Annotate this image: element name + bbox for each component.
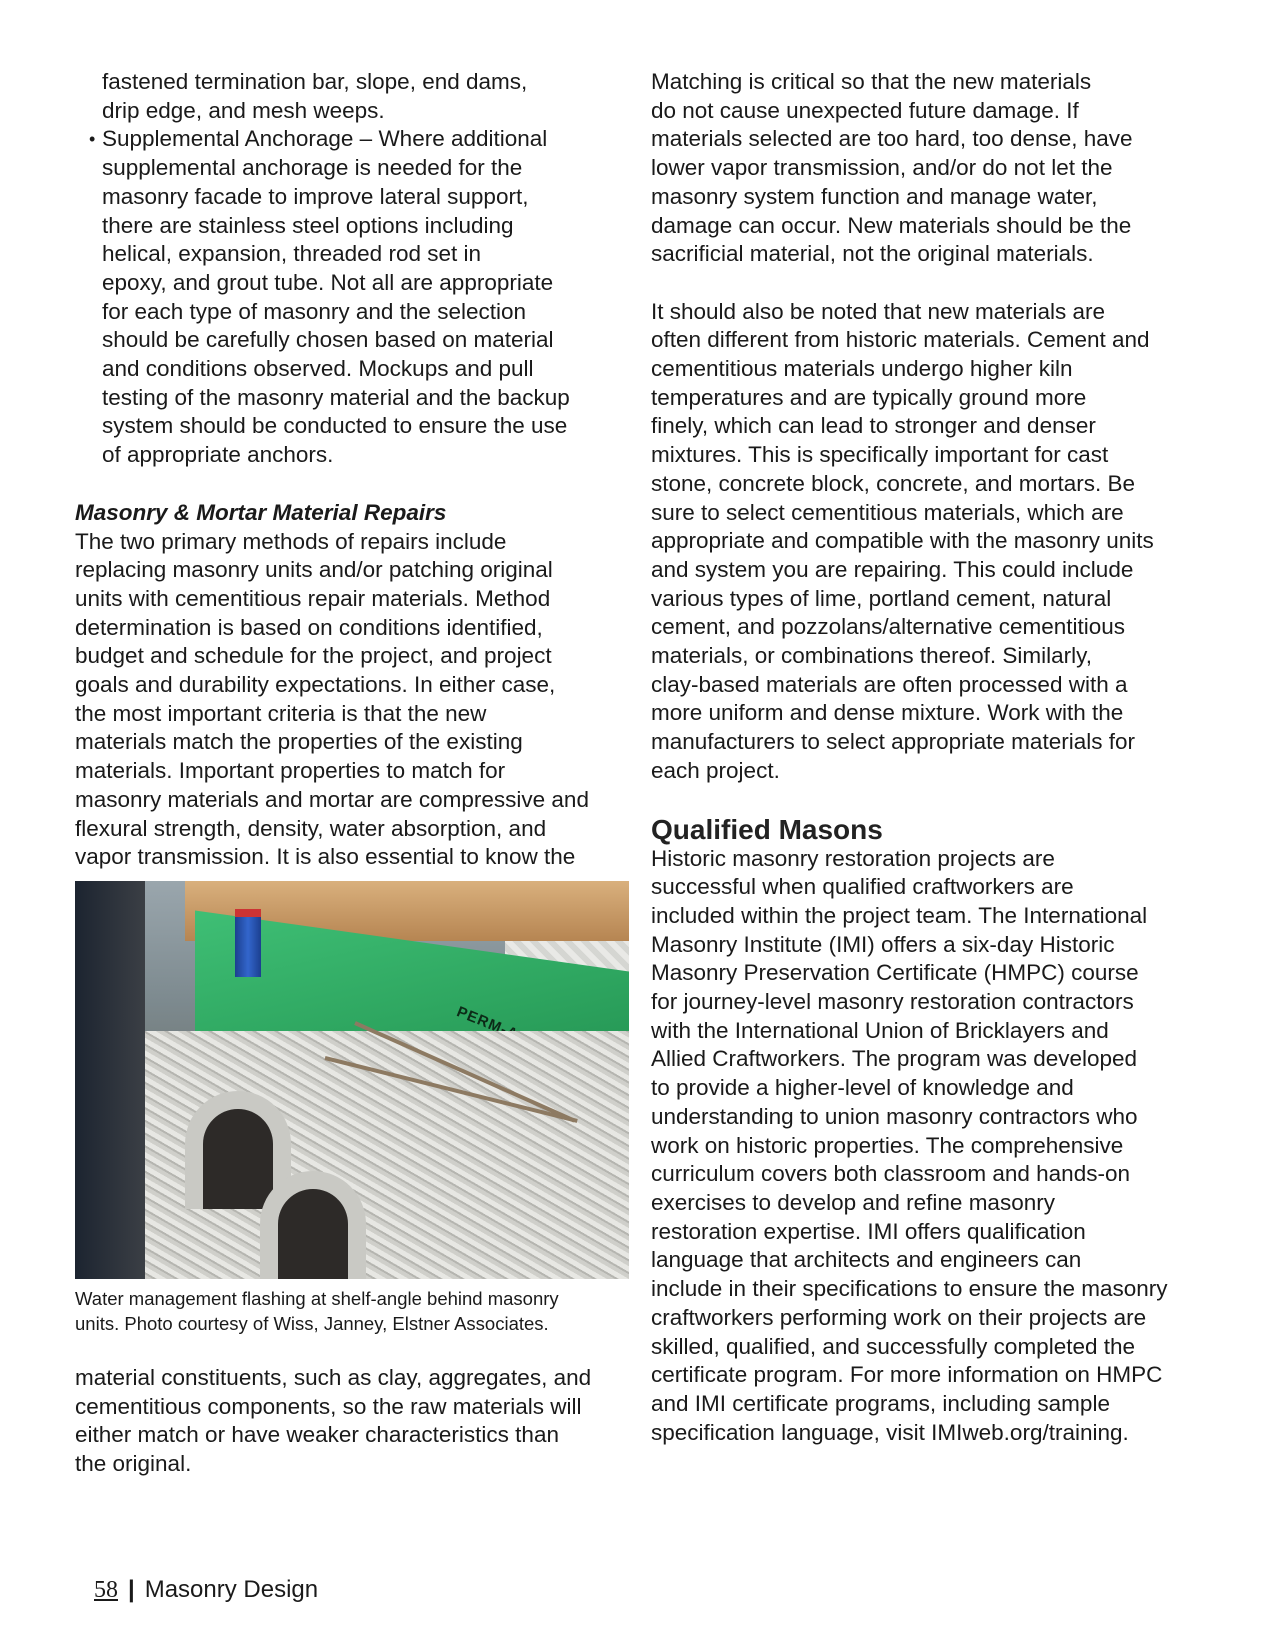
photo-worker-shadow: [75, 881, 145, 1279]
left-column: [75, 68, 635, 1479]
flashing-photo: [75, 881, 629, 1279]
page-number: 58: [94, 1576, 118, 1603]
body-paragraph: Historic masonry restoration projects are successful when qualified craftworkers are included within the project team. The International Masonry Institute (IMI) offers a six-day Historic Masonry Preservation Certificate (HMPC) course for journey-level masonry restoration contractors with the International Union of Bricklayers and Allied Craftworkers. The program was developed to provide a higher-level of knowledge and understanding to union masonry contractors who work on historic properties. The comprehensive curriculum covers both classroom and hands-on exercises to develop and refine masonry restoration expertise. IMI offers qualification language that architects and engineers can include in their specifications to ensure the masonry craftworkers performing work on their projects are skilled, qualified, and successfully completed the certificate program. For more information on HMPC and IMI certificate programs, including sample specification language, visit IMIweb.org/training.: [651, 845, 1168, 1445]
body-paragraph-continued: material constituents, such as clay, aggregates, and cementitious components, so the raw materials will either match or have weaker characteristics than the original.: [75, 1364, 592, 1477]
section-heading: Qualified Masons: [651, 813, 883, 845]
body-paragraph: It should also be noted that new materials are often different from historic materials. Cement and cementitious materials undergo higher kiln temperatures and are typically ground more finely, which can lead to stronger and denser mixtures. This is specifically important for cast stone, concrete block, concrete, and mortars. Be sure to select cementitious materials, which are appropriate and compatible with the masonry units and system you are repairing. This could include various types of lime, portland cement, natural cement, and pozzolans/alternative cementitious materials, or combinations thereof. Similarly, clay-based materials are often processed with a more uniform and dense mixture. Work with the manufacturers to select appropriate materials for each project.: [651, 298, 1154, 783]
photo-spray-can: [235, 909, 261, 977]
bullet-continuation: fastened termination bar, slope, end dams, drip edge, and mesh weeps.: [102, 69, 528, 123]
section-subheading: Masonry & Mortar Material Repairs: [75, 499, 447, 525]
body-paragraph: Matching is critical so that the new materials do not cause unexpected future damage. If materials selected are too hard, too dense, have lower vapor transmission, and/or do not let the masonry system function and manage water, damage can occur. New materials should be the sacrificial material, not the original materials.: [651, 69, 1133, 267]
publication-title: Masonry Design: [144, 1576, 319, 1603]
bullet-symbol: •: [89, 129, 96, 150]
bullet-text: Supplemental Anchorage – Where additional supplemental anchorage is needed for the masonry facade to improve lateral support, there are stainless steel options including helical, expansion, threaded rod set in epoxy, and grout tube. Not all are appropriate for each type of masonry and the selection should be carefully chosen based on material and conditions observed. Mockups and pull testing of the masonry material and the backup system should be conducted to ensure the use of appropriate anchors.: [102, 126, 570, 468]
right-column: [651, 68, 1211, 1447]
photo-caption: Water management flashing at shelf-angle behind masonry units. Photo courtesy of Wiss, Janney, Elstner Associates.: [75, 1287, 559, 1334]
photo-arch: [260, 1171, 366, 1279]
body-paragraph: The two primary methods of repairs include replacing masonry units and/or patching original units with cementitious repair materials. Method determination is based on conditions identified, budget and schedule for the project, and project goals and durability expectations. In either case, the most important criteria is that the new materials match the properties of the existing materials. Important properties to match for masonry materials and mortar are compressive and flexural strength, density, water absorption, and vapor transmission. It is also essential to know the: [75, 528, 589, 870]
footer-separator: |: [128, 1576, 135, 1603]
page-footer: [94, 1576, 318, 1604]
bullet-item-anchorage: [75, 125, 635, 469]
